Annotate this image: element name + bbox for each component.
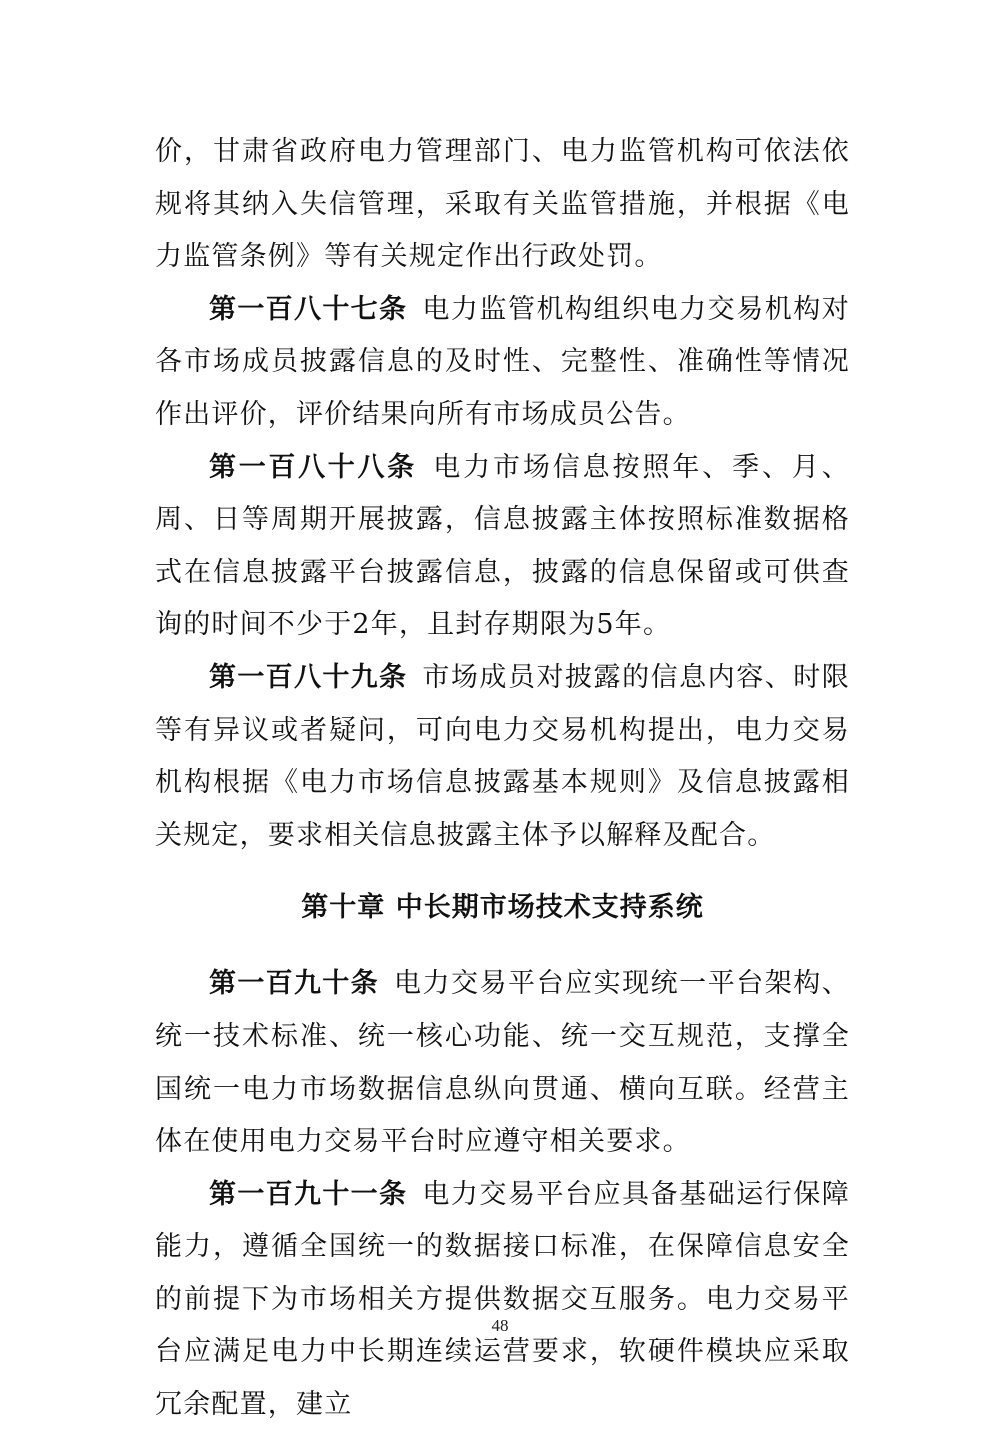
article-heading: 第一百八十七条 (209, 293, 408, 325)
chapter-title (155, 880, 850, 936)
page-number: 48 (491, 1316, 509, 1335)
article-text: 市场成员对披露的信息内容、时限等有异议或者疑问，可向电力交易机构提出，电力交易机构根据《电力市场信息披露基本规则》及信息披露相关规定，要求相关信息披露主体予以解释及配合。 (155, 661, 851, 851)
article-heading: 第一百八十八条 (209, 451, 417, 483)
article-text: 电力市场信息按照年、季、月、周、日等周期开展披露，信息披露主体按照标准数据格式在信息披露平台披露信息，披露的信息保留或可供查询的时间不少于2年，且封存期限为5年。 (155, 451, 850, 641)
article-190 (155, 958, 850, 1168)
article-heading: 第一百九十条 (209, 968, 379, 1000)
article-heading: 第一百九十一条 (209, 1178, 408, 1210)
article-heading: 第一百八十九条 (209, 661, 408, 693)
article-188 (155, 442, 850, 652)
document-body (155, 126, 850, 1432)
article-text: 电力监管机构组织电力交易机构对各市场成员披露信息的及时性、完整性、准确性等情况作出评价，评价结果向所有市场成员公告。 (155, 293, 851, 430)
article-187 (155, 284, 850, 442)
article-text: 电力交易平台应具备基础运行保障能力，遵循全国统一的数据接口标准，在保障信息安全的前提下为市场相关方提供数据交互服务。电力交易平台应满足电力中长期连续运营要求，软硬件模块应采取冗余配置，建立 (155, 1178, 851, 1421)
article-189 (155, 652, 850, 862)
paragraph-text: 价，甘肃省政府电力管理部门、电力监管机构可依法依规将其纳入失信管理，采取有关监管措施，并根据《电力监管条例》等有关规定作出行政处罚。 (155, 136, 850, 273)
article-191 (155, 1169, 850, 1432)
paragraph-continuation (155, 126, 850, 284)
chapter-title-text: 第十章 中长期市场技术支持系统 (301, 892, 704, 924)
article-text: 电力交易平台应实现统一平台架构、统一技术标准、统一核心功能、统一交互规范，支撑全国统一电力市场数据信息纵向贯通、横向互联。经营主体在使用电力交易平台时应遵守相关要求。 (155, 968, 850, 1158)
